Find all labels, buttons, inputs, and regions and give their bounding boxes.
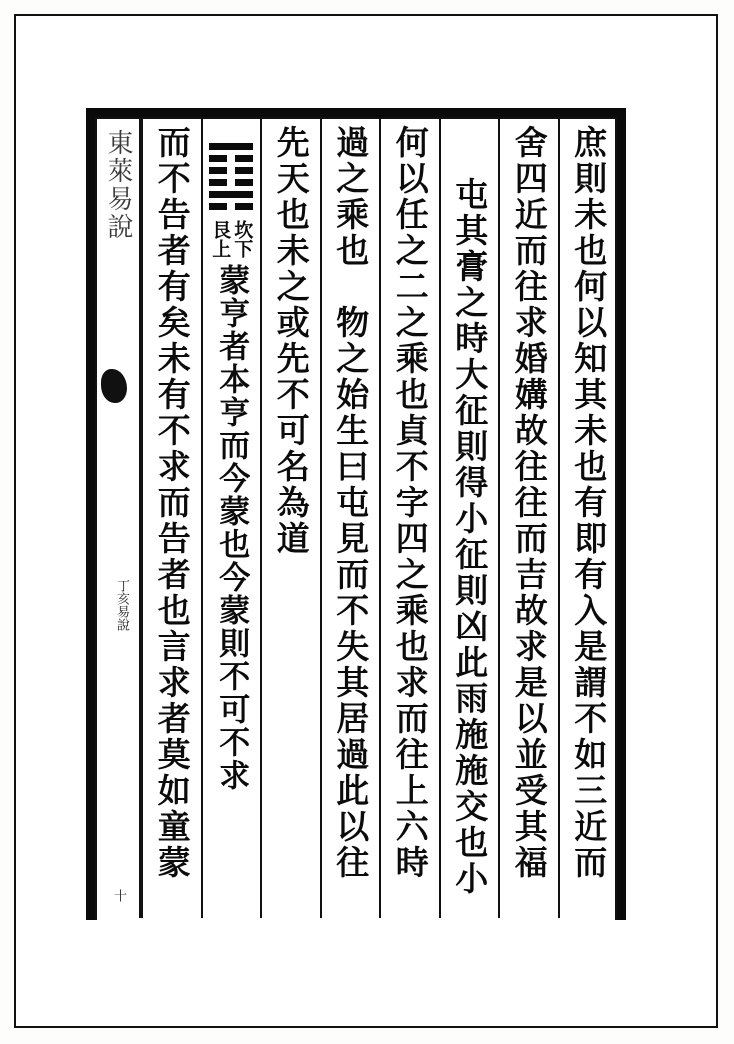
text-columns (141, 119, 617, 918)
column-text: 蒙亨者本亨而今蒙也今蒙則不可不求 (213, 264, 250, 792)
column-text: 何以任之二之乘也貞不字四之乘也求而往上六時 (390, 125, 430, 881)
text-column-3 (439, 119, 499, 918)
column-text: 庶則未也何以知其未也有即有入是謂不如三近而 (569, 125, 609, 881)
spine-heading-text: 東萊易說 (103, 129, 133, 241)
trigram-labels (209, 220, 253, 258)
hex-line-yang (209, 191, 253, 198)
text-column-8 (141, 119, 201, 918)
hex-line-yin (209, 155, 253, 162)
hexagram-column (201, 119, 261, 918)
column-text: 過之乘也 物之始生曰屯見而不失其居過此以往 (331, 125, 371, 881)
spine-book-title: 丁亥易說 (114, 579, 129, 631)
text-column-5 (320, 119, 380, 918)
hex-line-yin (209, 179, 253, 186)
hexagram-figure-meng (209, 143, 253, 210)
column-text: 屯其膏之時大征則得小征則凶此雨施施交也小 (450, 177, 490, 897)
column-text: 舍四近而往求婚媾故往往而吉故求是以並受其福 (509, 125, 549, 881)
page-number: 十 (111, 889, 126, 902)
text-column-4 (379, 119, 439, 918)
hex-line-yin (209, 167, 253, 174)
text-column-2 (498, 119, 558, 918)
column-text: 先天也未之或先不可名為道 (271, 125, 311, 557)
hex-line-yin (209, 203, 253, 210)
spine-column (97, 119, 141, 918)
text-column-1 (558, 119, 618, 918)
column-text: 而不告者有矣未有不求而告者也言求者莫如童蒙 (152, 125, 192, 881)
lower-trigram-label: 坎下 (231, 220, 254, 258)
text-column-6 (260, 119, 320, 918)
upper-trigram-label: 艮上 (209, 220, 232, 258)
hex-line-yang (209, 143, 253, 150)
